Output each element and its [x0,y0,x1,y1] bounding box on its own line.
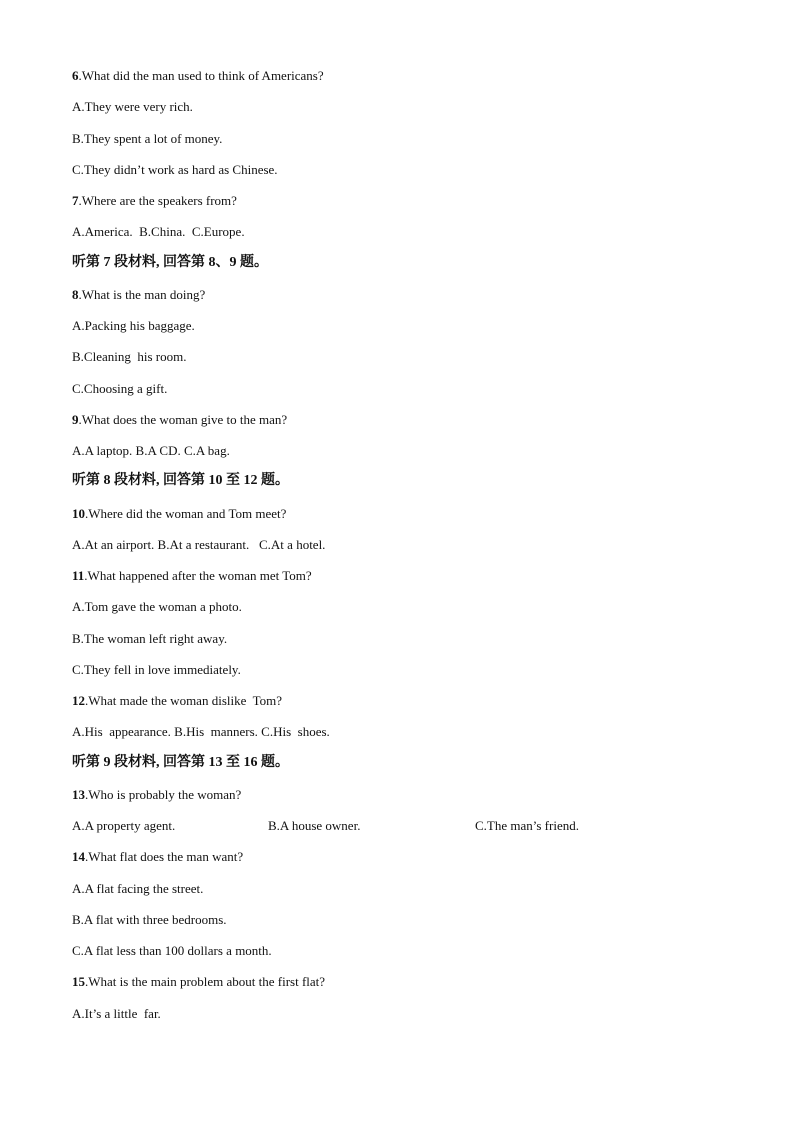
option-line: A.They were very rich. [72,99,193,115]
section-heading: 听第 7 段材料, 回答第 8、9 题。 [72,254,268,270]
question-number: 14 [72,849,85,865]
question-text: .What made the woman dislike Tom? [85,693,283,708]
option-col: B.A house owner. [268,818,361,833]
question-line [72,974,325,990]
question-line [72,287,205,303]
question-text: .Where are the speakers from? [78,193,237,208]
question-number: 13 [72,786,85,802]
section-heading: 听第 8 段材料, 回答第 10 至 12 题。 [72,473,289,489]
question-number: 6 [72,68,79,83]
question-text: .What does the woman give to the man? [78,411,288,427]
option-line: A.Packing his baggage. [72,318,195,333]
question-number: 15 [72,974,85,990]
section-heading: 听第 9 段材料, 回答第 13 至 16 题。 [72,754,289,770]
option-line: C.A flat less than 100 dollars a month. [72,943,272,958]
option-line: B.A flat with three bedrooms. [72,911,227,927]
question-number: 11 [72,568,85,583]
option-line: B.They spent a lot of money. [72,130,223,146]
question-number: 8 [72,286,79,302]
question-line [72,193,237,209]
option-line: C.Choosing a gift. [72,380,168,396]
option-line: C.They didn’t work as hard as Chinese. [72,161,278,177]
question-line [72,849,243,865]
question-line [72,506,286,522]
question-line [72,568,312,584]
question-number: 7 [72,193,79,208]
question-text: .What flat does the man want? [85,849,244,865]
question-number: 12 [72,693,85,708]
option-line: C.They fell in love immediately. [72,661,241,677]
option-line: A.At an airport. B.At a restaurant. C.At a hotel. [72,536,326,552]
question-text: .What is the man doing? [78,286,206,302]
option-line: A.A laptop. B.A CD. C.A bag. [72,443,230,458]
question-number: 9 [72,411,79,427]
question-line [72,693,282,709]
question-text: .Where did the woman and Tom meet? [85,505,287,521]
question-text: .Who is probably the woman? [85,786,242,802]
option-line: A.His appearance. B.His manners. C.His shoes. [72,724,330,740]
option-col: A.A property agent. [72,818,176,833]
option-line: B.Cleaning his room. [72,349,187,365]
question-text: .What happened after the woman met Tom? [84,568,312,583]
option-line: B.The woman left right away. [72,630,228,646]
option-line: A.America. B.China. C.Europe. [72,224,245,240]
question-line [72,68,324,84]
question-number: 10 [72,505,85,521]
question-text: .What did the man used to think of Americans? [78,68,324,83]
option-line: A.Tom gave the woman a photo. [72,599,242,615]
question-line [72,412,287,428]
question-line [72,787,241,803]
question-text: .What is the main problem about the first flat? [85,974,326,990]
option-line: A.It’s a little far. [72,1005,161,1021]
option-line: A.A flat facing the street. [72,880,204,896]
option-col: C.The man’s friend. [475,818,579,833]
